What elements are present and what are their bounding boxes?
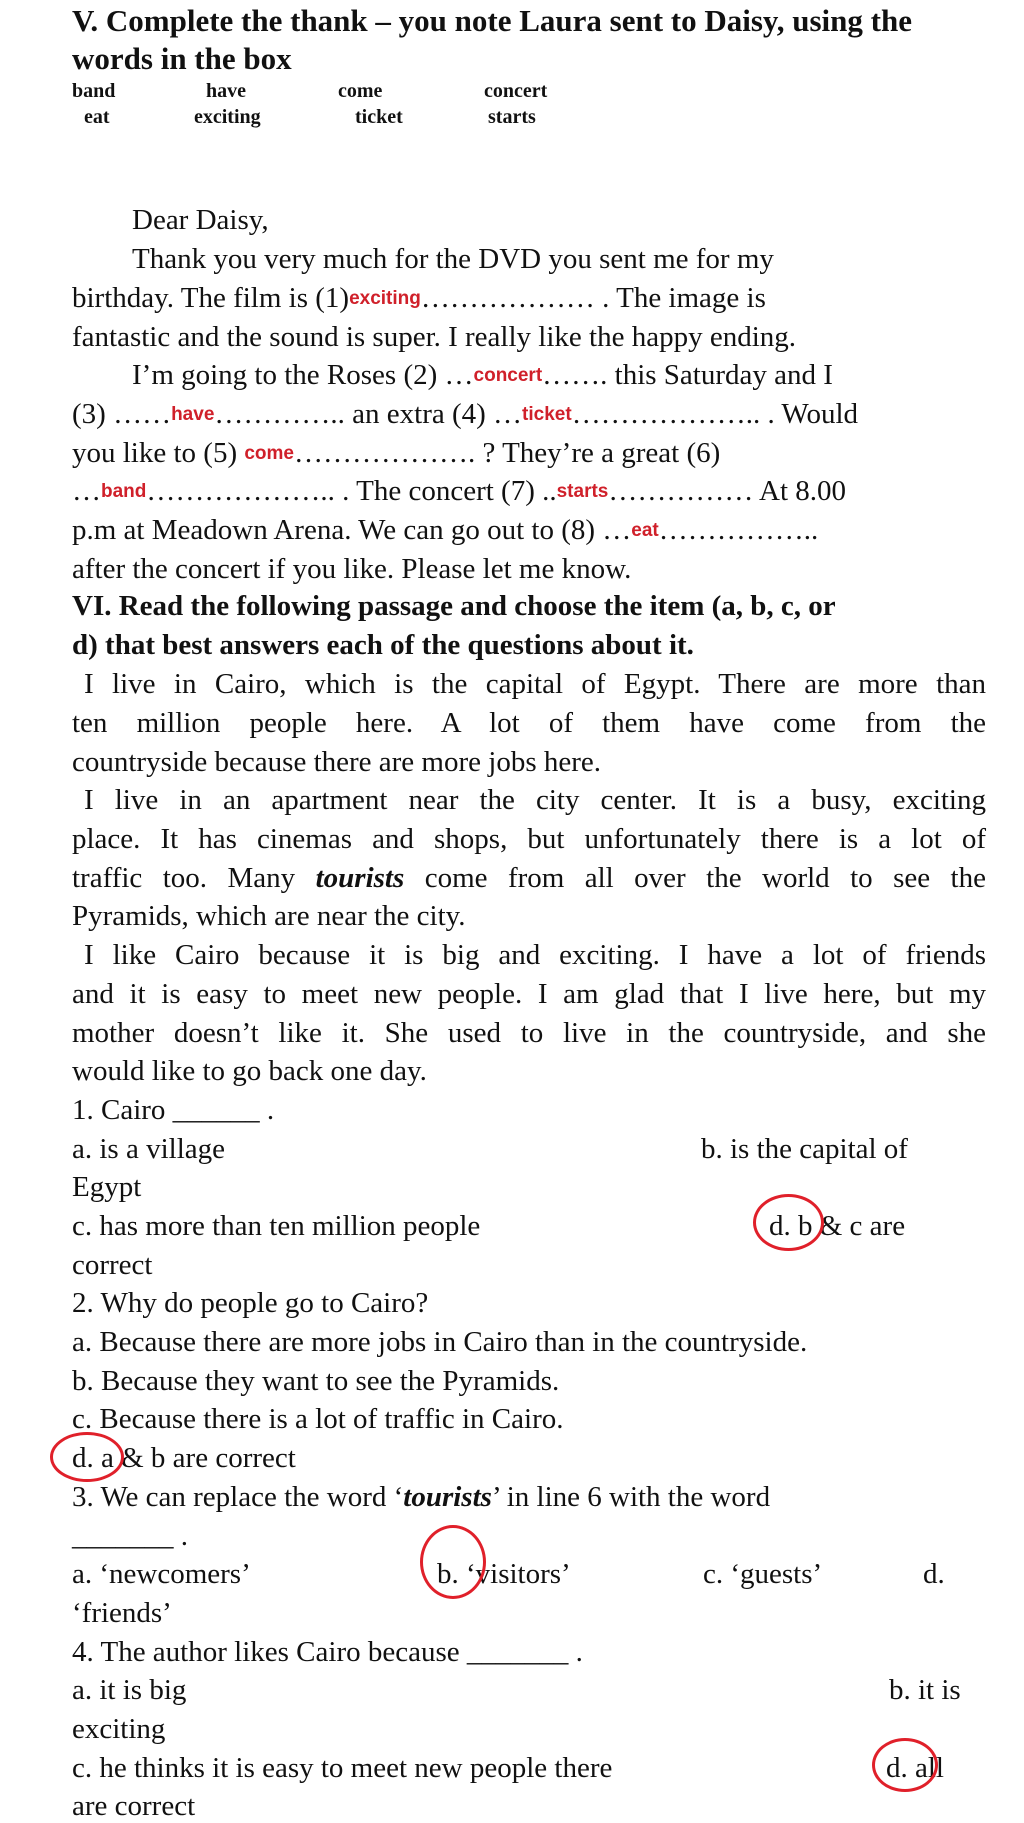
option-c[interactable]: c. ‘guests’: [703, 1558, 823, 1590]
letter-text: ……. this Saturday and I: [542, 359, 833, 391]
question-stem: 4. The author likes Cairo because _______ .: [72, 1636, 583, 1668]
question-stem: 2. Why do people go to Cairo?: [72, 1287, 429, 1319]
passage-line: ten million people here. A lot of them have come from the: [72, 707, 986, 739]
letter-line: [72, 474, 846, 509]
word-box-item: eat: [84, 106, 110, 128]
option-d-cont: ‘friends’: [72, 1597, 172, 1629]
option-b[interactable]: b. it is: [889, 1674, 961, 1706]
letter-line: [132, 358, 833, 393]
letter-line: [72, 397, 858, 432]
keyword-tourists: tourists: [315, 862, 405, 894]
option-a[interactable]: a. it is big: [72, 1674, 187, 1706]
option-a[interactable]: a. ‘newcomers’: [72, 1558, 251, 1590]
passage-line: [72, 861, 986, 895]
letter-text: …………… At 8.00: [608, 475, 847, 507]
letter-line: Thank you very much for the DVD you sent me for my: [132, 243, 774, 275]
answer-2: concert: [473, 365, 543, 386]
question-stem: 1. Cairo ______ .: [72, 1094, 275, 1126]
passage-line: place. It has cinemas and shops, but unfortunately there is a lot of: [72, 823, 986, 855]
question-blank: _______ .: [72, 1520, 188, 1552]
option-d[interactable]: d. b & c are: [769, 1210, 906, 1242]
option-d[interactable]: d. a & b are correct: [72, 1442, 296, 1474]
word-box-item: concert: [484, 80, 548, 102]
passage-text: traffic too. Many: [72, 862, 316, 894]
answer-7: starts: [556, 481, 609, 502]
word-box-item: come: [338, 80, 383, 102]
answer-6: band: [101, 481, 147, 502]
letter-text: I’m going to the Roses (2) …: [132, 359, 474, 391]
word-box-item: exciting: [194, 106, 261, 128]
stem-text: ’ in line 6 with the word: [491, 1481, 771, 1513]
passage-line: and it is easy to meet new people. I am glad that I live here, but my: [72, 978, 986, 1010]
passage-line: I live in Cairo, which is the capital of Egypt. There are more than: [84, 668, 986, 700]
letter-line: after the concert if you like. Please let me know.: [72, 553, 632, 585]
question-stem: [72, 1480, 770, 1514]
option-d[interactable]: d. all: [886, 1752, 944, 1784]
answer-8: eat: [631, 520, 659, 541]
letter-greeting: Dear Daisy,: [132, 204, 269, 236]
answer-5: come: [244, 443, 294, 464]
option-c[interactable]: c. Because there is a lot of traffic in Cairo.: [72, 1403, 564, 1435]
answer-1: exciting: [349, 288, 421, 309]
letter-text: you like to (5): [72, 437, 245, 469]
answer-4: ticket: [522, 404, 572, 425]
letter-line: fantastic and the sound is super. I really like the happy ending.: [72, 321, 797, 353]
option-b[interactable]: b. Because they want to see the Pyramids.: [72, 1365, 560, 1397]
option-d-cont: correct: [72, 1249, 153, 1281]
letter-text: (3) ……: [72, 398, 172, 430]
option-b-cont: exciting: [72, 1713, 166, 1745]
word-box-item: have: [206, 80, 246, 102]
keyword-tourists: tourists: [403, 1481, 492, 1513]
answer-3: have: [171, 404, 215, 425]
passage-line: countryside because there are more jobs here.: [72, 746, 602, 778]
letter-text: ……………… . The image is: [420, 282, 766, 314]
stem-text: 3. We can replace the word ‘: [72, 1481, 404, 1513]
option-b-cont: Egypt: [72, 1171, 142, 1203]
option-d[interactable]: d.: [923, 1558, 945, 1590]
option-d-cont: are correct: [72, 1790, 196, 1822]
letter-text: ……………….. . The concert (7) ..: [146, 475, 557, 507]
passage-line: mother doesn’t like it. She used to live in the countryside, and she: [72, 1017, 986, 1049]
letter-text: ……………..: [658, 514, 819, 546]
letter-text: ………………. ? They’re a great (6): [294, 437, 721, 469]
section-5-title: V. Complete the thank – you note Laura sent to Daisy, using the: [72, 3, 912, 38]
letter-text: birthday. The film is (1): [72, 282, 350, 314]
letter-text: …: [72, 475, 101, 507]
letter-line: [72, 281, 766, 316]
section-6-title-cont: d) that best answers each of the questions about it.: [72, 629, 694, 661]
passage-text: come from all over the world to see the: [404, 862, 986, 894]
word-box-item: ticket: [355, 106, 403, 128]
letter-text: ………….. an extra (4) …: [214, 398, 523, 430]
section-6-title: VI. Read the following passage and choose the item (a, b, c, or: [72, 590, 836, 622]
option-b[interactable]: b. ‘visitors’: [437, 1558, 571, 1590]
passage-line: would like to go back one day.: [72, 1055, 427, 1087]
letter-line: [72, 513, 818, 548]
option-c[interactable]: c. has more than ten million people: [72, 1210, 481, 1242]
letter-text: p.m at Meadown Arena. We can go out to (8) …: [72, 514, 632, 546]
letter-text: ……………….. . Would: [571, 398, 859, 430]
option-a[interactable]: a. Because there are more jobs in Cairo than in the countryside.: [72, 1326, 808, 1358]
option-a[interactable]: a. is a village: [72, 1133, 226, 1165]
word-box-item: starts: [488, 106, 536, 128]
section-5-title-cont: words in the box: [72, 41, 292, 76]
option-b[interactable]: b. is the capital of: [701, 1133, 908, 1165]
passage-line: I live in an apartment near the city center. It is a busy, exciting: [84, 784, 986, 816]
option-c[interactable]: c. he thinks it is easy to meet new people there: [72, 1752, 613, 1784]
passage-line: Pyramids, which are near the city.: [72, 900, 466, 932]
passage-line: I like Cairo because it is big and exciting. I have a lot of friends: [84, 939, 986, 971]
letter-line: [72, 436, 720, 471]
word-box-item: band: [72, 80, 116, 102]
